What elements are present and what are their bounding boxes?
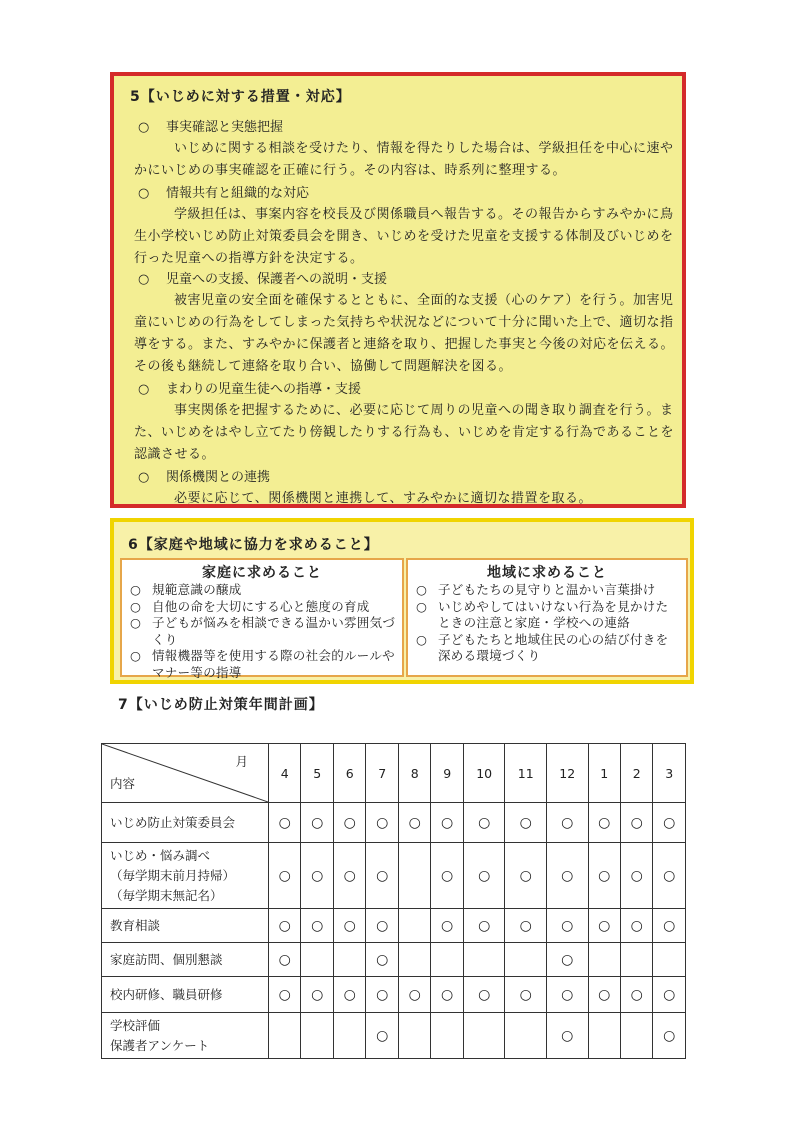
measure-description: 必要に応じて、関係機関と連携して、すみやかに適切な措置を取る。	[174, 491, 592, 506]
measure-description: 事実関係を把握するために、必要に応じて周りの児童への聞き取り調査を行う。また、いじめをはやし立てたり傍観したりする行為も、いじめを肯定する行為であることを認識させる。	[134, 403, 675, 462]
circle-mark: ○	[416, 598, 428, 614]
schedule-cell: ○	[366, 909, 398, 943]
list-item	[130, 599, 396, 616]
schedule-cell: ○	[653, 977, 686, 1013]
schedule-cell: ○	[546, 843, 588, 909]
schedule-cell: ○	[505, 803, 547, 843]
schedule-cell: ○	[366, 803, 398, 843]
activity-label: 教育相談	[102, 909, 269, 943]
table-header-row	[102, 744, 686, 803]
schedule-cell: ○	[366, 977, 398, 1013]
schedule-cell	[463, 1013, 505, 1059]
schedule-cell: ○	[301, 977, 333, 1013]
measure-heading-text: 事実確認と実態把握	[166, 120, 284, 135]
schedule-cell: ○	[269, 977, 301, 1013]
list-item	[130, 582, 396, 599]
schedule-cell: ○	[653, 843, 686, 909]
home-panel-title: 家庭に求めること	[202, 565, 322, 581]
schedule-cell: ○	[301, 803, 333, 843]
measure-description: いじめに関する相談を受けたり、情報を得たりした場合は、学級担任を中心に速やかにいじめの事実確認を正確に行う。その内容は、時系列に整理する。	[134, 141, 674, 178]
schedule-cell	[333, 943, 365, 977]
schedule-cell: ○	[366, 1013, 398, 1059]
schedule-cell	[301, 943, 333, 977]
community-list	[408, 582, 686, 665]
schedule-cell	[333, 1013, 365, 1059]
list-item-text: 子どもたちと地域住民の心の結び付きを深める環境づくり	[438, 631, 669, 663]
schedule-cell: ○	[588, 843, 620, 909]
month-header-cell: 7	[366, 744, 398, 803]
measure-heading	[138, 378, 361, 397]
schedule-cell: ○	[588, 977, 620, 1013]
section-5-box	[110, 72, 686, 508]
list-item	[416, 599, 680, 632]
list-item	[130, 648, 396, 681]
measure-heading	[138, 268, 387, 287]
schedule-cell	[620, 1013, 652, 1059]
schedule-cell	[398, 943, 430, 977]
circle-mark: ○	[138, 272, 150, 287]
schedule-cell	[398, 1013, 430, 1059]
table-row	[102, 843, 686, 909]
month-header-cell: 3	[653, 744, 686, 803]
schedule-cell: ○	[333, 909, 365, 943]
schedule-cell	[588, 1013, 620, 1059]
activity-label: いじめ・悩み調べ （毎学期末前月持帰） （毎学期末無記名）	[102, 843, 269, 909]
schedule-cell	[620, 943, 652, 977]
community-panel	[406, 558, 688, 677]
table-row	[102, 1013, 686, 1059]
schedule-cell: ○	[333, 843, 365, 909]
schedule-cell: ○	[620, 909, 652, 943]
schedule-cell: ○	[620, 803, 652, 843]
schedule-cell: ○	[431, 977, 463, 1013]
circle-mark: ○	[138, 382, 150, 397]
circle-mark: ○	[138, 120, 150, 135]
circle-mark: ○	[130, 615, 142, 630]
list-item	[130, 615, 396, 648]
schedule-cell: ○	[301, 909, 333, 943]
schedule-cell: ○	[463, 843, 505, 909]
schedule-cell: ○	[546, 943, 588, 977]
circle-mark: ○	[130, 598, 142, 614]
schedule-cell: ○	[431, 909, 463, 943]
section-7-title: 7【いじめ防止対策年間計画】	[118, 697, 324, 713]
list-item-text: 自他の命を大切にする心と態度の育成	[152, 598, 370, 614]
schedule-cell	[269, 1013, 301, 1059]
month-header-cell: 11	[505, 744, 547, 803]
activity-label: いじめ防止対策委員会	[102, 803, 269, 843]
circle-mark: ○	[416, 631, 428, 647]
schedule-cell	[588, 943, 620, 977]
schedule-cell: ○	[269, 843, 301, 909]
activity-label: 家庭訪問、個別懇談	[102, 943, 269, 977]
list-item-text: いじめやしてはいけない行為を見かけたときの注意と家庭・学校への連絡	[438, 598, 669, 630]
schedule-cell: ○	[398, 977, 430, 1013]
home-list	[122, 582, 402, 681]
schedule-cell	[463, 943, 505, 977]
header-diagonal-cell	[102, 744, 269, 803]
circle-mark: ○	[130, 582, 142, 597]
section-6-title: 6【家庭や地域に協力を求めること】	[128, 537, 379, 553]
header-content-label: 内容	[110, 776, 136, 791]
schedule-cell: ○	[546, 1013, 588, 1059]
circle-mark: ○	[130, 648, 142, 663]
measure-heading-text: 児童への支援、保護者への説明・支援	[166, 272, 388, 287]
activity-label: 学校評価 保護者アンケート	[102, 1013, 269, 1059]
schedule-cell: ○	[366, 943, 398, 977]
schedule-cell: ○	[269, 909, 301, 943]
schedule-cell: ○	[653, 909, 686, 943]
section-5-title: 5【いじめに対する措置・対応】	[130, 89, 351, 105]
schedule-cell: ○	[505, 843, 547, 909]
measure-description: 被害児童の安全面を確保するとともに、全面的な支援（心のケア）を行う。加害児童にいじめの行為をしてしまった気持ちや状況などについて十分に聞いた上で、適切な指導をする。また、すみやかに保護者と連絡を取り、把握した事実と今後の対応を伝える。その後も継続して連絡を取り合い、協働して問題解決を図る。	[134, 293, 675, 374]
month-header-cell: 4	[269, 744, 301, 803]
month-header-cell: 10	[463, 744, 505, 803]
schedule-cell	[653, 943, 686, 977]
measure-heading	[138, 466, 270, 485]
measure-heading-text: 関係機関との連携	[166, 470, 271, 485]
schedule-cell: ○	[588, 803, 620, 843]
schedule-cell: ○	[333, 803, 365, 843]
month-header-cell: 8	[398, 744, 430, 803]
schedule-cell: ○	[431, 843, 463, 909]
measure-heading-text: まわりの児童生徒への指導・支援	[166, 382, 362, 397]
list-item-text: 規範意識の醸成	[152, 582, 242, 597]
table-row	[102, 943, 686, 977]
section-6-box	[110, 518, 694, 684]
schedule-cell	[301, 1013, 333, 1059]
header-month-label: 月	[235, 754, 248, 769]
schedule-cell: ○	[366, 843, 398, 909]
schedule-cell: ○	[653, 1013, 686, 1059]
schedule-cell: ○	[546, 803, 588, 843]
schedule-cell: ○	[620, 843, 652, 909]
month-header-cell: 9	[431, 744, 463, 803]
month-header-cell: 12	[546, 744, 588, 803]
list-item	[416, 582, 680, 599]
table-row	[102, 803, 686, 843]
schedule-cell: ○	[301, 843, 333, 909]
schedule-cell: ○	[463, 909, 505, 943]
annual-plan-table	[101, 743, 686, 1059]
schedule-cell: ○	[620, 977, 652, 1013]
measure-heading-text: 情報共有と組織的な対応	[166, 186, 310, 201]
schedule-cell	[431, 1013, 463, 1059]
circle-mark: ○	[416, 582, 428, 597]
schedule-cell: ○	[653, 803, 686, 843]
schedule-cell: ○	[269, 943, 301, 977]
list-item-text: 情報機器等を使用する際の社会的ルールやマナー等の指導	[152, 648, 395, 680]
schedule-cell: ○	[431, 803, 463, 843]
schedule-cell	[431, 943, 463, 977]
measure-heading	[138, 182, 309, 201]
schedule-cell: ○	[269, 803, 301, 843]
table-row	[102, 977, 686, 1013]
schedule-cell	[398, 909, 430, 943]
schedule-cell	[505, 1013, 547, 1059]
home-panel	[120, 558, 404, 680]
month-header-cell: 2	[620, 744, 652, 803]
schedule-cell: ○	[505, 977, 547, 1013]
schedule-cell: ○	[333, 977, 365, 1013]
measure-description: 学級担任は、事案内容を校長及び関係職員へ報告する。その報告からすみやかに鳥生小学校いじめ防止対策委員会を開き、いじめを受けた児童を支援する体制及びいじめを行った児童への指導方針を決定する。	[134, 207, 674, 266]
month-header-cell: 1	[588, 744, 620, 803]
schedule-cell	[398, 843, 430, 909]
month-header-cell: 6	[333, 744, 365, 803]
month-header-cell: 5	[301, 744, 333, 803]
schedule-cell: ○	[546, 977, 588, 1013]
schedule-cell: ○	[398, 803, 430, 843]
community-panel-title: 地域に求めること	[487, 565, 607, 581]
circle-mark: ○	[138, 470, 150, 485]
schedule-cell: ○	[546, 909, 588, 943]
schedule-cell: ○	[463, 803, 505, 843]
schedule-cell: ○	[505, 909, 547, 943]
schedule-cell	[505, 943, 547, 977]
schedule-cell: ○	[588, 909, 620, 943]
list-item-text: 子どもが悩みを相談できる温かい雰囲気づくり	[152, 615, 396, 647]
schedule-cell: ○	[463, 977, 505, 1013]
activity-label: 校内研修、職員研修	[102, 977, 269, 1013]
circle-mark: ○	[138, 186, 150, 201]
list-item-text: 子どもたちの見守りと温かい言葉掛け	[438, 582, 656, 597]
table-row	[102, 909, 686, 943]
list-item	[416, 632, 680, 665]
measure-heading	[138, 116, 283, 135]
